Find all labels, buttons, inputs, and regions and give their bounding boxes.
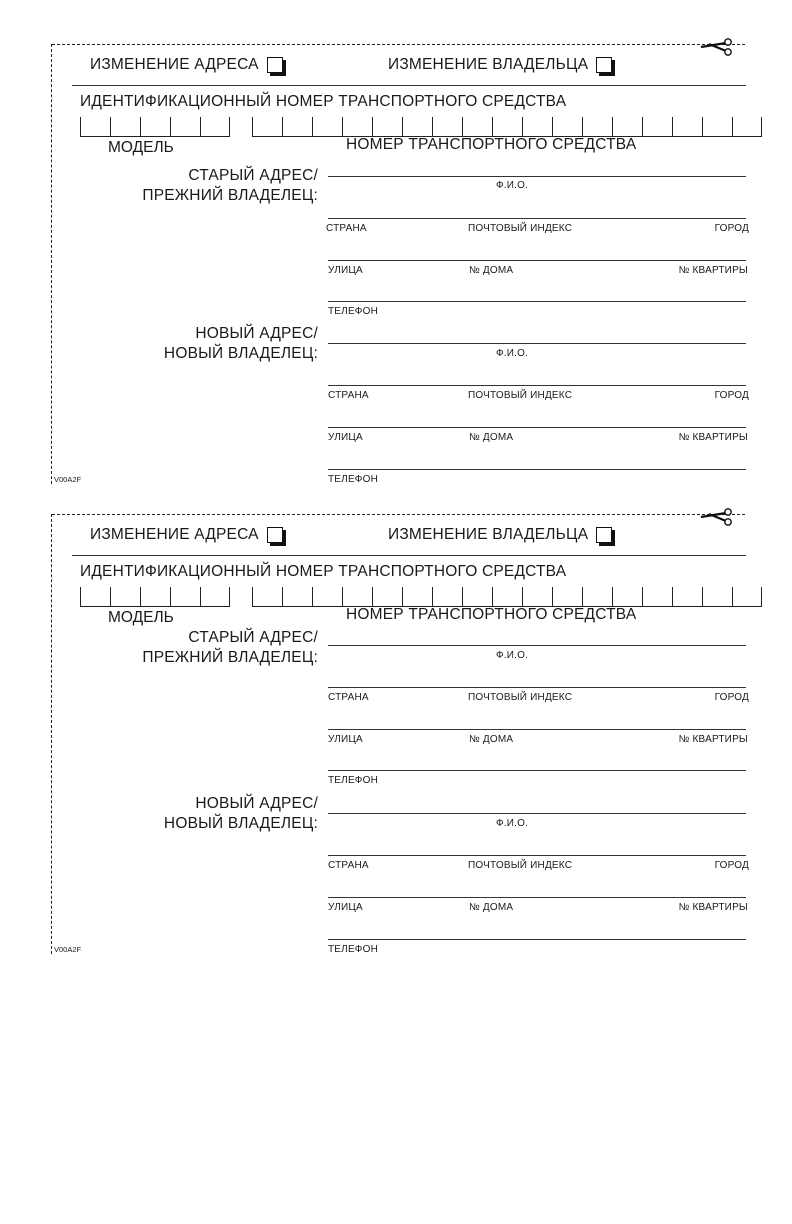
vin-label: ИДЕНТИФИКАЦИОННЫЙ НОМЕР ТРАНСПОРТНОГО СРЕДСТВА — [80, 563, 567, 580]
change-address-checkbox[interactable] — [267, 527, 283, 543]
new-name-field[interactable] — [328, 343, 746, 344]
new-country-field[interactable] — [328, 385, 746, 386]
vin-cell[interactable] — [492, 117, 522, 137]
old-phone-caption: ТЕЛЕФОН — [328, 775, 379, 786]
new-street-field[interactable] — [328, 897, 746, 898]
new-country-caption: СТРАНА — [328, 390, 369, 401]
change-owner-checkbox[interactable] — [596, 57, 612, 73]
form-code: V00A2F — [54, 945, 82, 954]
model-label: МОДЕЛЬ — [108, 139, 174, 156]
new-country-field[interactable] — [328, 855, 746, 856]
change-owner-label: ИЗМЕНЕНИЕ ВЛАДЕЛЬЦА — [388, 526, 589, 543]
model-label: МОДЕЛЬ — [108, 609, 174, 626]
vin-cell[interactable] — [372, 117, 402, 137]
new-phone-field[interactable] — [328, 939, 746, 940]
old-phone-field[interactable] — [328, 770, 746, 771]
old-country-field[interactable] — [328, 687, 746, 688]
new-house-caption: № ДОМА — [469, 902, 514, 913]
old-postcode-caption: ПОЧТОВЫЙ ИНДЕКС — [468, 223, 573, 234]
new-name-field[interactable] — [328, 813, 746, 814]
new-apartment-caption: № КВАРТИРЫ — [678, 432, 748, 443]
cut-line-top — [52, 514, 745, 515]
new-address-label-line1: НОВЫЙ АДРЕС/ — [195, 795, 318, 812]
new-postcode-caption: ПОЧТОВЫЙ ИНДЕКС — [468, 390, 573, 401]
old-postcode-caption: ПОЧТОВЫЙ ИНДЕКС — [468, 692, 573, 703]
cut-line-left — [51, 44, 52, 484]
change-address-checkbox[interactable] — [267, 57, 283, 73]
change-address-option[interactable] — [90, 526, 283, 550]
vin-cell[interactable] — [342, 587, 372, 607]
plate-number-label: НОМЕР ТРАНСПОРТНОГО СРЕДСТВА — [346, 136, 637, 153]
old-country-field[interactable] — [328, 218, 746, 219]
new-city-caption: ГОРОД — [714, 390, 749, 401]
vin-cell[interactable] — [642, 117, 672, 137]
old-name-field[interactable] — [328, 645, 746, 646]
old-owner-label-line2: ПРЕЖНИЙ ВЛАДЕЛЕЦ: — [142, 649, 318, 666]
vin-cell[interactable] — [582, 117, 612, 137]
header-divider — [72, 555, 746, 556]
change-address-option[interactable] — [90, 56, 283, 80]
vin-cell[interactable] — [462, 117, 492, 137]
cut-line-top — [52, 44, 745, 45]
vin-cell[interactable] — [432, 587, 462, 607]
new-owner-label — [164, 324, 318, 364]
old-apartment-caption: № КВАРТИРЫ — [678, 734, 748, 745]
new-name-caption: Ф.И.О. — [496, 348, 529, 359]
vin-cell[interactable] — [552, 117, 582, 137]
new-street-caption: УЛИЦА — [328, 432, 363, 443]
old-owner-label — [142, 166, 318, 206]
old-street-field[interactable] — [328, 260, 746, 261]
plate-number-label: НОМЕР ТРАНСПОРТНОГО СРЕДСТВА — [346, 606, 637, 623]
vin-cell[interactable] — [140, 587, 170, 607]
vin-cell[interactable] — [200, 117, 230, 137]
vin-cell[interactable] — [522, 587, 552, 607]
vin-cell[interactable] — [252, 117, 282, 137]
vin-cell[interactable] — [372, 587, 402, 607]
old-address-label-line1: СТАРЫЙ АДРЕС/ — [188, 167, 318, 184]
vin-cell[interactable] — [282, 117, 312, 137]
old-owner-label-line2: ПРЕЖНИЙ ВЛАДЕЛЕЦ: — [142, 187, 318, 204]
vin-cell[interactable] — [642, 587, 672, 607]
vin-cell[interactable] — [110, 117, 140, 137]
vin-cell[interactable] — [170, 587, 200, 607]
new-name-caption: Ф.И.О. — [496, 818, 529, 829]
vin-cell[interactable] — [462, 587, 492, 607]
old-country-caption: СТРАНА — [328, 692, 369, 703]
vin-label: ИДЕНТИФИКАЦИОННЫЙ НОМЕР ТРАНСПОРТНОГО СРЕДСТВА — [80, 93, 567, 110]
vin-cell[interactable] — [80, 117, 110, 137]
vin-cell[interactable] — [282, 587, 312, 607]
old-name-field[interactable] — [328, 176, 746, 177]
change-address-label: ИЗМЕНЕНИЕ АДРЕСА — [90, 526, 259, 543]
old-house-caption: № ДОМА — [469, 734, 514, 745]
new-phone-caption: ТЕЛЕФОН — [328, 944, 379, 955]
vin-cell[interactable] — [312, 117, 342, 137]
old-street-caption: УЛИЦА — [328, 734, 363, 745]
new-street-field[interactable] — [328, 427, 746, 428]
old-street-field[interactable] — [328, 729, 746, 730]
vin-cell[interactable] — [140, 117, 170, 137]
new-house-caption: № ДОМА — [469, 432, 514, 443]
old-address-label-line1: СТАРЫЙ АДРЕС/ — [188, 629, 318, 646]
old-name-caption: Ф.И.О. — [496, 180, 529, 191]
vin-cell[interactable] — [312, 587, 342, 607]
vin-cell[interactable] — [492, 587, 522, 607]
coupon-1 — [0, 44, 792, 514]
coupon-2 — [0, 514, 792, 984]
vin-cell[interactable] — [80, 587, 110, 607]
vin-cell[interactable] — [200, 587, 230, 607]
old-phone-caption: ТЕЛЕФОН — [328, 306, 379, 317]
vin-cell[interactable] — [732, 587, 762, 607]
vin-cell[interactable] — [342, 117, 372, 137]
vin-cell[interactable] — [672, 587, 702, 607]
scissors-icon — [699, 35, 735, 59]
change-owner-checkbox[interactable] — [596, 527, 612, 543]
old-street-caption: УЛИЦА — [328, 265, 363, 276]
vin-cell[interactable] — [672, 117, 702, 137]
vin-cell[interactable] — [702, 587, 732, 607]
form-code: V00A2F — [54, 475, 82, 484]
old-owner-label — [142, 628, 318, 668]
vin-cell[interactable] — [702, 117, 732, 137]
vin-cell[interactable] — [582, 587, 612, 607]
vin-cell[interactable] — [552, 587, 582, 607]
vin-cell[interactable] — [170, 117, 200, 137]
change-address-label: ИЗМЕНЕНИЕ АДРЕСА — [90, 56, 259, 73]
old-country-caption: СТРАНА — [326, 223, 367, 234]
new-owner-label-line2: НОВЫЙ ВЛАДЕЛЕЦ: — [163, 815, 318, 832]
vin-cell[interactable] — [732, 117, 762, 137]
new-city-caption: ГОРОД — [714, 860, 749, 871]
new-apartment-caption: № КВАРТИРЫ — [678, 902, 748, 913]
new-phone-field[interactable] — [328, 469, 746, 470]
vin-cell[interactable] — [402, 117, 432, 137]
vin-cell[interactable] — [522, 117, 552, 137]
change-owner-label: ИЗМЕНЕНИЕ ВЛАДЕЛЬЦА — [388, 56, 589, 73]
new-street-caption: УЛИЦА — [328, 902, 363, 913]
old-name-caption: Ф.И.О. — [496, 650, 529, 661]
new-postcode-caption: ПОЧТОВЫЙ ИНДЕКС — [468, 860, 573, 871]
cut-line-left — [51, 514, 52, 954]
header-divider — [72, 85, 746, 86]
new-country-caption: СТРАНА — [328, 860, 369, 871]
vin-cell[interactable] — [432, 117, 462, 137]
old-city-caption: ГОРОД — [714, 692, 749, 703]
vin-cell[interactable] — [612, 587, 642, 607]
change-owner-option[interactable] — [388, 526, 612, 550]
old-city-caption: ГОРОД — [714, 223, 749, 234]
vin-cell[interactable] — [252, 587, 282, 607]
vin-cell[interactable] — [402, 587, 432, 607]
new-owner-label — [164, 794, 318, 834]
old-house-caption: № ДОМА — [469, 265, 514, 276]
old-apartment-caption: № КВАРТИРЫ — [678, 265, 748, 276]
new-owner-label-line2: НОВЫЙ ВЛАДЕЛЕЦ: — [163, 345, 318, 362]
vin-cell[interactable] — [612, 117, 642, 137]
change-owner-option[interactable] — [388, 56, 612, 80]
vin-cell[interactable] — [110, 587, 140, 607]
new-phone-caption: ТЕЛЕФОН — [328, 474, 379, 485]
scissors-icon — [699, 505, 735, 529]
new-address-label-line1: НОВЫЙ АДРЕС/ — [195, 325, 318, 342]
old-phone-field[interactable] — [328, 301, 746, 302]
